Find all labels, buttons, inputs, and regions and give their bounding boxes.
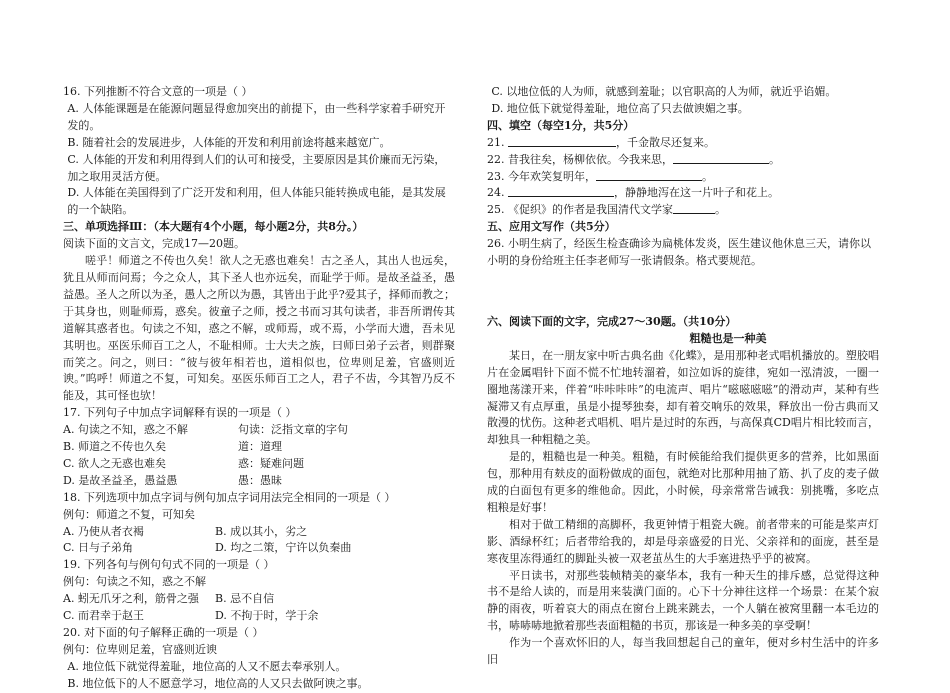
q19-option-row [63,591,455,608]
q17-option-a: A. 句读之不知，惑之不解 [63,423,188,437]
answer-blank[interactable] [596,169,702,181]
q16-option-c: C. 人体能的开发和利用得到人们的认可和接受，主要原因是其价廉而无污染，加之取用灵活方便。 [67,152,446,183]
q16-option-a: A. 人体能课题是在能源问题显得愈加突出的前提下，由一些科学家着手研究开发的。 [67,101,446,132]
q26-text: 26. 小明生病了，经医生检查确诊为扁桃体发炎，医生建议他休息三天，请你以小明的身份给班主任李老师写一张请假条。格式要规范。 [487,237,871,268]
answer-blank[interactable] [673,202,715,214]
q17-stem: 17. 下列句子中加点字词解释有误的一项是（ ） [63,406,297,420]
right-column [487,84,879,669]
q17-gloss-d: 愚：愚昧 [238,473,282,487]
essay-paragraph: 是的，粗糙也是一种美。粗糙，有时候能给我们提供更多的营养，比如黑面包，那种用有麸皮的面粉做成的面包，就绝对比那种用抽了筋、扒了皮的麦子做成的白面包有更多的维他命。因此，小时候，母亲常常告诫我：别挑嘴，多吃点粗粮是好事！ [487,450,879,514]
q18-example: 例句：师道之不复，可知矣 [63,507,195,521]
section5-heading: 五、应用文写作（共5分） [487,220,616,234]
q19-option-a: A. 蚓无爪牙之利，筋骨之强 [63,592,199,606]
q17-gloss-c: 惑：疑难问题 [238,456,304,470]
section4-heading: 四、填空（每空1分，共5分） [487,118,635,132]
q19-example: 例句：句读之不知，惑之不解 [63,575,206,589]
q18-option-b: B. 成以其小，劣之 [215,524,308,538]
q19-option-row [63,608,455,625]
q17-option-b: B. 师道之不传也久矣 [63,440,167,454]
q19-option-b: B. 忌不自信 [215,592,275,606]
section3-intro: 阅读下面的文言文，完成17—20题。 [63,237,245,251]
fill-item-21: 21. ，千金散尽还复来。 [487,135,715,149]
q16-option-b: B. 随着社会的发展进步，人体能的开发和利用前途将越来越宽广。 [67,135,391,149]
answer-blank[interactable] [673,152,769,164]
spacer [487,270,879,314]
q18-option-c: C. 日与子弟角 [63,541,134,555]
essay-paragraph: 平日读书，对那些装帧精美的豪华本，我有一种天生的排斥感，总觉得这种书不是给人读的，而是用来装潢门面的。心下十分神往这样一个场景：在某个寂静的雨夜，听着哀大的雨点在窗台上跳来跳去，一个人躺在被窝里翻一本毛边的书，哧哧哧地掀着那些表面粗糙的书页，那该是一种多美的享受啊！ [487,568,879,633]
q17-option-row [63,439,455,456]
q20-option-d: D. 地位低下就觉得羞耻，地位高了只去做谀媚之事。 [491,101,749,115]
q18-stem: 18. 下列选项中加点字词与例句加点字词用法完全相同的一项是（ ） [63,490,396,504]
fill-item-22: 22. 昔我往矣，杨柳依依。今我来思， 。 [487,152,780,166]
essay-paragraph: 作为一个喜欢怀旧的人，每当我回想起自己的童年，便对乡村生活中的许多旧 [487,636,879,667]
q18-option-a: A. 乃使从者衣褐 [63,524,144,538]
q18-option-d: D. 均之二策，宁许以负秦曲 [215,541,352,555]
q18-option-row [63,540,455,557]
fill-item-23: 23. 今年欢笑复明年， 。 [487,169,713,183]
q20-option-a: A. 地位低下就觉得羞耻，地位高的人又不愿去奉承别人。 [67,659,347,673]
section3-heading: 三、单项选择Ⅲ：（本大题有4个小题，每小题2分，共8分。） [63,220,364,234]
q17-option-row [63,456,455,473]
q20-option-c: C. 以地位低的人为师，就感到羞耻；以官职高的人为师，就近乎谄媚。 [491,85,837,98]
q17-gloss-a: 句读：泛指文章的字句 [238,423,348,437]
answer-blank[interactable] [508,185,614,197]
q16-stem: 16. 下列推断不符合文意的一项是（ ） [63,85,253,98]
q16-option-d: D. 人体能在美国得到了广泛开发和利用，但人体能只能转换成电能，是其发展的一个缺陷。 [67,186,446,217]
classical-passage: 嗟乎！师道之不传也久矣！欲人之无惑也难矣！古之圣人，其出人也远矣，犹且从师而问焉；今之众人，其下圣人也亦远矣，而耻学于师。是故圣益圣，愚益愚。圣人之所以为圣，愚人之所以为愚，其皆出于此乎?爱其子，择师而教之；于其身也，则耻师焉，惑矣。彼童子之师，授之书而习其句读者，非吾所谓传其道解其惑者也。句读之不知，惑之不解，或师焉，或不焉，小学而大遗，吾未见其明也。巫医乐师百工之人，不耻相师。士大夫之族，曰师曰弟子云者，则群聚而笑之。问之，则曰：“彼与彼年相若也，道相似也，位卑则足羞，官盛则近谀。”呜呼！师道之不复，可知矣。巫医乐师百工之人，君子不齿，今其智乃反不能及，其可怪也欤！ [63,254,455,403]
q20-option-b: B. 地位低下的人不愿意学习，地位高的人又只去做阿谀之事。 [67,676,369,690]
answer-blank[interactable] [508,135,616,147]
q17-option-row [63,473,455,490]
q17-option-d: D. 是故圣益圣，愚益愚 [63,473,178,487]
q19-stem: 19. 下列各句与例句句式不同的一项是（ ） [63,558,275,572]
left-column [63,84,455,693]
q19-option-d: D. 不拘于时，学于余 [215,609,319,623]
essay-paragraph: 某日，在一朋友家中听古典名曲《化蝶》，是用那种老式唱机播放的。塑胶唱片在金属唱针下面不慌不忙地转溜着，如泣如诉的旋律，宛如一泓清波，一圈一圈地荡漾开来，伴着“咔咔咔咔”的电流声、唱片“嗞嗞嗞嗞”的滑动声，某种有些凝滞又有点厚重，虽是小提琴独奏，却有着交响乐的效果，释放出一份古典而又散漫的忧伤。这种老式唱机、唱片是过时的东西，与高保真CD唱片相比较而言，却独具一种粗糙之美。 [487,348,879,447]
fill-item-24: 24. ，静静地泻在这一片叶子和花上。 [487,186,779,200]
essay-paragraph: 相对于做工精细的高脚杯，我更钟情于粗瓷大碗。前者带来的可能是桨声灯影、酒绿杯红；后者带给我的，却是母亲盛爱的日光、父亲祥和的面庞，甚至是寒夜里冻得通红的脚趾头被一双老茧丛生的大手塞进热乎乎的被窝。 [487,517,879,565]
essay-title: 粗糙也是一种美 [689,331,767,345]
q17-gloss-b: 道：道理 [238,440,282,454]
q18-option-row [63,524,455,541]
fill-item-25: 25. 《促织》的作者是我国清代文学家 。 [487,203,726,217]
q17-option-row [63,422,455,439]
q17-option-c: C. 欲人之无惑也难矣 [63,456,167,470]
section6-heading: 六、阅读下面的文字，完成27～30题。（共10分） [487,314,737,328]
q20-stem: 20. 对下面的句子解释正确的一项是（ ） [63,626,264,639]
q20-example: 例句：位卑则足羞，官盛则近谀 [63,642,217,656]
q19-option-c: C. 而君幸于赵王 [63,609,145,623]
